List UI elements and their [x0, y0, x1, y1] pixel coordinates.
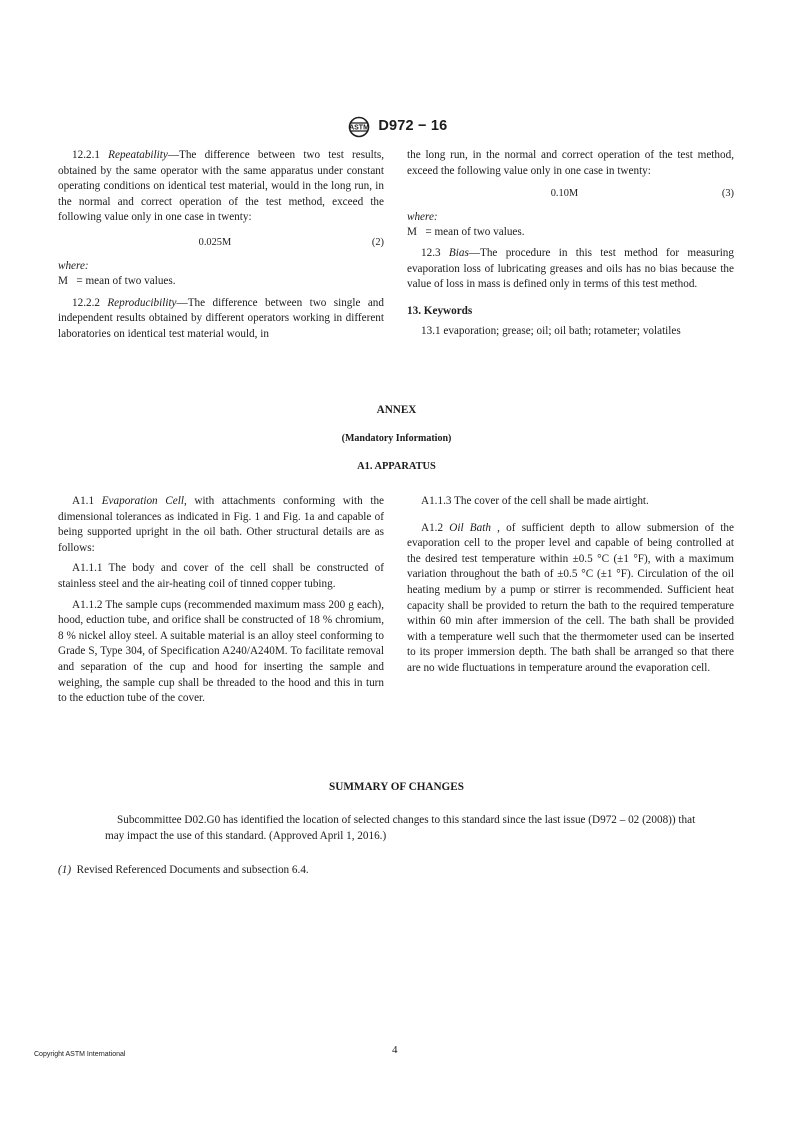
equation-3	[407, 186, 734, 202]
def-text: = mean of two values.	[425, 226, 525, 239]
paragraph-number: 12.3	[421, 246, 441, 259]
summary-item	[58, 863, 738, 879]
reproducibility-continuation: the long run, in the normal and correct operation of the test method, exceed the following value only in one case in twenty:	[407, 149, 734, 177]
svg-text:ASTM: ASTM	[348, 124, 369, 132]
page-header	[0, 116, 793, 138]
paragraph-text: —The procedure in this test method for measuring evaporation loss of lubricating greases and oils has no bias because the value of loss in mass is defined only in terms of this test method.	[407, 246, 734, 291]
astm-logo-icon	[346, 116, 372, 138]
keywords-heading: 13. Keywords	[407, 304, 473, 317]
annex-section-heading: A1. APPARATUS	[357, 461, 436, 472]
summary-intro: Subcommittee D02.G0 has identified the location of selected changes to this standard since the last issue (D972 – 02 (2008)) that may impact the use of this standard. (Approved April 1, 2016.)	[105, 814, 696, 842]
def-text: = mean of two values.	[76, 275, 176, 288]
paragraph-number: 12.2.1	[72, 149, 100, 161]
a1-1-2-paragraph: A1.1.2 The sample cups (recommended maximum mass 200 g each), hood, eduction tube, and orifice shall be constructed of 18 % chromium, 8 % nickel alloy steel. A suitable material is an alloy steel conforming to Grade S, Type 304, of Specification A240/A240M. To facilitate removal and separation of the cup and hood for inserting the sample and weighing, the sample cup shall be threaded to the hood and this in turn to the eduction tube of the cover.	[58, 598, 384, 705]
term: Oil Bath	[449, 521, 491, 534]
footer-copyright: Copyright ASTM International	[34, 1051, 126, 1058]
bias-paragraph	[407, 246, 734, 293]
where-label: where:	[58, 259, 89, 272]
equation-2	[58, 235, 384, 251]
document-designation: D972 − 16	[378, 118, 448, 135]
reproducibility-paragraph	[58, 296, 384, 343]
repeatability-paragraph	[58, 148, 384, 226]
variable-definition	[407, 225, 734, 241]
a1-1-1-paragraph: A1.1.1 The body and cover of the cell shall be constructed of stainless steel and the air-heating coil of tinned copper tubing.	[58, 562, 384, 590]
paragraph-number: 12.2.2	[72, 296, 100, 309]
equation-number: (2)	[371, 236, 384, 248]
annex-subtitle: (Mandatory Information)	[341, 433, 452, 444]
def-symbol: M	[58, 275, 68, 288]
term: Reproducibility	[107, 296, 177, 309]
annex-right-column	[407, 494, 734, 677]
summary-heading: SUMMARY OF CHANGES	[329, 781, 464, 793]
page-number: 4	[392, 1044, 398, 1056]
left-column-top	[58, 148, 384, 343]
a1-2-paragraph	[407, 521, 734, 677]
term: Evaporation Cell	[101, 495, 184, 507]
item-number: (1)	[58, 864, 72, 876]
term: Bias	[448, 246, 469, 259]
right-column-top	[407, 148, 734, 340]
paragraph-number: A1.1	[72, 495, 95, 507]
paragraph-number: A1.2	[421, 521, 444, 534]
where-label: where:	[407, 210, 438, 223]
def-symbol: M	[407, 226, 417, 239]
variable-definition	[58, 274, 384, 290]
equation-body: 0.025M	[198, 236, 232, 248]
paragraph-text: , with attachments conforming with the dimensional tolerances as indicated in Fig. 1 and Fig. 1a and capable of being supported upright in the oil bath. Other structural details are as follows:	[58, 495, 384, 554]
paragraph-text: —The difference between two test results, obtained by the same operator with the same apparatus under constant operating conditions on identical test material, would in the long run, in the normal and correct operation of the test method, exceed the following value only in one case in twenty:	[58, 149, 385, 224]
term: Repeatability	[108, 149, 168, 161]
item-text: Revised Referenced Documents and subsection 6.4.	[76, 864, 309, 876]
paragraph-text: —The difference between two single and independent results obtained by different operators working in different laboratories on identical test material would, in	[58, 296, 384, 340]
paragraph-text: , of sufficient depth to allow submersion of the evaporation cell to the proper level and capable of being controlled at the desired test temperature within ±0.5 °C (±1 °F), with a maximum variation throughout the bath of ±0.5 °C (±1 °F). Circulation of the oil heating medium by a pump or stirrer is recommended. Sufficient heat capacity shall be provided to return the bath to the required temperature within 60 min after immersion of the cell. The bath shall be provided with a temperature well such that the thermometer used can be inserted to its proper immersion depth. The bath shall be arranged so that there are no wide fluctuations in temperature around the evaporation cell.	[407, 521, 734, 674]
equation-body: 0.10M	[550, 188, 579, 200]
keywords-text: 13.1 evaporation; grease; oil; oil bath; rotameter; volatiles	[421, 325, 681, 338]
a1-1-3-paragraph: A1.1.3 The cover of the cell shall be made airtight.	[421, 495, 649, 507]
equation-number: (3)	[721, 188, 734, 200]
annex-title: ANNEX	[376, 404, 417, 416]
a1-1-paragraph	[58, 494, 384, 556]
annex-left-column	[58, 494, 384, 707]
